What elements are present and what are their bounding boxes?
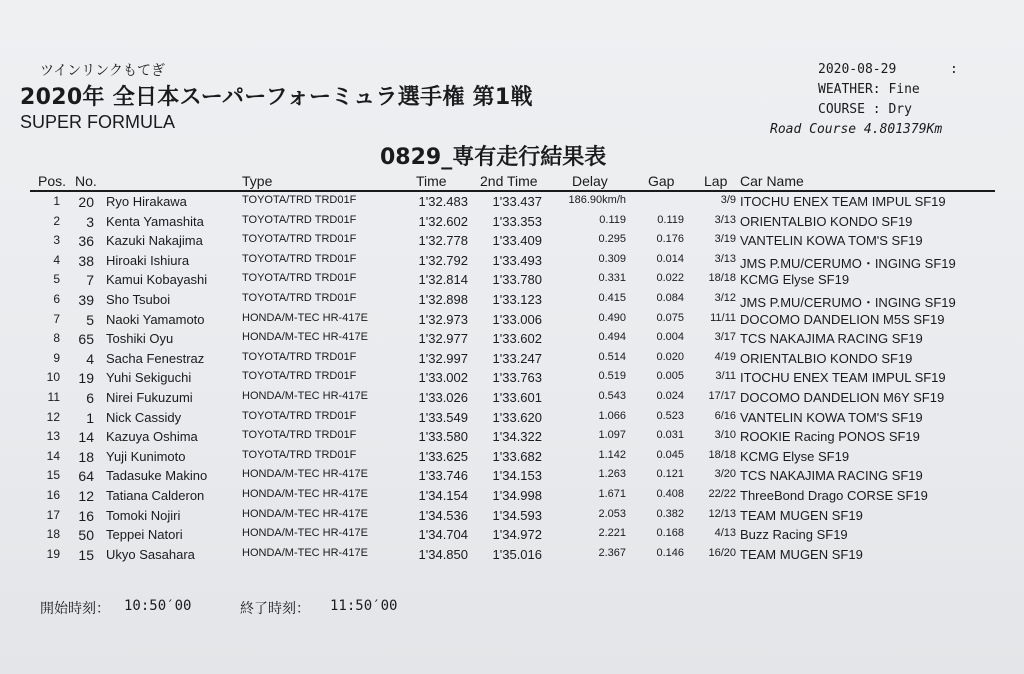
gap-value: 0.020 bbox=[656, 350, 684, 363]
second-time: 1'34.153 bbox=[492, 468, 542, 484]
delay-value: 2.053 bbox=[598, 507, 626, 520]
col-header-car-name: Car Name bbox=[740, 173, 804, 189]
delay-value: 2.221 bbox=[598, 527, 626, 540]
lap-value: 4/13 bbox=[714, 527, 736, 540]
gap-value: 0.031 bbox=[656, 429, 684, 442]
second-time: 1'34.593 bbox=[492, 507, 542, 523]
table-row bbox=[0, 547, 1024, 566]
col-header-no: No. bbox=[75, 173, 97, 189]
circuit-name: ツインリンクもてぎ bbox=[40, 63, 166, 79]
second-time: 1'34.972 bbox=[492, 527, 542, 543]
best-time: 1'34.704 bbox=[418, 527, 468, 543]
car-name: DOCOMO DANDELION M6Y SF19 bbox=[740, 390, 945, 405]
car-number: 12 bbox=[78, 488, 94, 504]
lap-value: 3/10 bbox=[714, 429, 736, 442]
row-pos: 5 bbox=[53, 272, 60, 287]
lap-value: 16/20 bbox=[708, 546, 736, 559]
driver-name: Tomoki Nojiri bbox=[106, 507, 181, 523]
driver-name: Kenta Yamashita bbox=[106, 213, 204, 229]
driver-name: Kamui Kobayashi bbox=[106, 272, 208, 288]
table-row bbox=[0, 449, 1024, 468]
second-time: 1'33.601 bbox=[492, 390, 542, 405]
car-name: DOCOMO DANDELION M5S SF19 bbox=[740, 311, 945, 327]
row-pos: 13 bbox=[46, 429, 60, 444]
lap-value: 3/9 bbox=[720, 194, 736, 206]
car-number: 38 bbox=[78, 252, 94, 269]
second-time: 1'33.763 bbox=[492, 370, 542, 386]
car-name: TEAM MUGEN SF19 bbox=[740, 546, 863, 562]
delay-value: 1.263 bbox=[598, 468, 626, 481]
gap-value: 0.382 bbox=[656, 507, 684, 520]
best-time: 1'33.625 bbox=[418, 448, 468, 464]
car-number: 16 bbox=[78, 507, 94, 524]
driver-name: Tadasuke Makino bbox=[106, 468, 208, 484]
delay-value: 0.119 bbox=[599, 213, 626, 226]
lap-value: 3/20 bbox=[714, 468, 736, 481]
car-number: 36 bbox=[78, 233, 94, 250]
second-time: 1'33.493 bbox=[492, 252, 542, 268]
gap-value: 0.075 bbox=[656, 311, 684, 324]
car-number: 65 bbox=[78, 331, 94, 348]
engine-type: HONDA/M-TEC HR-417E bbox=[242, 527, 368, 540]
gap-value: 0.014 bbox=[656, 252, 684, 265]
end-time-label: 終了時刻： bbox=[240, 601, 310, 617]
document-title: 0829_専有走行結果表 bbox=[380, 145, 607, 170]
engine-type: TOYOTA/TRD TRD01F bbox=[242, 429, 357, 442]
engine-type: TOYOTA/TRD TRD01F bbox=[242, 194, 357, 206]
lap-value: 3/17 bbox=[714, 331, 736, 344]
engine-type: TOYOTA/TRD TRD01F bbox=[242, 213, 357, 226]
driver-name: Naoki Yamamoto bbox=[106, 311, 205, 327]
row-pos: 12 bbox=[46, 409, 60, 424]
engine-type: TOYOTA/TRD TRD01F bbox=[242, 272, 357, 285]
session-date: 2020-08-29 bbox=[818, 62, 897, 77]
row-pos: 7 bbox=[53, 311, 60, 326]
second-time: 1'34.998 bbox=[492, 488, 542, 503]
driver-name: Hiroaki Ishiura bbox=[106, 252, 190, 268]
engine-type: TOYOTA/TRD TRD01F bbox=[242, 448, 357, 461]
second-time: 1'33.620 bbox=[492, 409, 542, 425]
lap-value: 18/18 bbox=[708, 272, 736, 285]
row-pos: 17 bbox=[46, 507, 60, 522]
gap-value: 0.146 bbox=[656, 546, 684, 559]
delay-value: 0.543 bbox=[598, 390, 626, 402]
end-time-value: 11:50′00 bbox=[330, 598, 398, 614]
weather-info: WEATHER: Fine bbox=[818, 82, 920, 97]
car-name: KCMG Elyse SF19 bbox=[740, 448, 850, 464]
second-time: 1'33.437 bbox=[492, 194, 542, 209]
delay-value: 0.415 bbox=[598, 292, 626, 304]
best-time: 1'32.792 bbox=[418, 252, 468, 268]
gap-value: 0.084 bbox=[656, 292, 684, 304]
second-time: 1'33.247 bbox=[492, 350, 542, 366]
lap-value: 11/11 bbox=[710, 311, 736, 324]
lap-value: 22/22 bbox=[708, 488, 736, 500]
lap-value: 6/16 bbox=[714, 409, 736, 422]
car-number: 19 bbox=[78, 370, 94, 387]
row-pos: 2 bbox=[53, 213, 60, 228]
car-number: 18 bbox=[78, 448, 94, 465]
car-name: JMS P.MU/CERUMO・INGING SF19 bbox=[740, 295, 956, 310]
second-time: 1'34.322 bbox=[492, 429, 542, 445]
delay-value: 0.494 bbox=[598, 331, 626, 344]
table-row bbox=[0, 292, 1024, 311]
table-row bbox=[0, 429, 1024, 448]
row-pos: 4 bbox=[53, 252, 60, 267]
car-name: KCMG Elyse SF19 bbox=[740, 272, 850, 288]
second-time: 1'33.353 bbox=[492, 213, 542, 229]
car-number: 7 bbox=[86, 272, 94, 289]
delay-value: 0.490 bbox=[598, 311, 626, 324]
col-header-type: Type bbox=[242, 173, 273, 189]
row-pos: 6 bbox=[53, 292, 60, 306]
table-row bbox=[0, 312, 1024, 331]
gap-value: 0.408 bbox=[656, 488, 684, 500]
car-name: Buzz Racing SF19 bbox=[740, 527, 848, 543]
delay-value: 0.519 bbox=[598, 370, 626, 383]
table-row bbox=[0, 253, 1024, 272]
best-time: 1'32.483 bbox=[418, 194, 468, 209]
delay-value: 1.671 bbox=[598, 488, 626, 500]
gap-value: 0.121 bbox=[656, 468, 684, 481]
col-header-gap: Gap bbox=[648, 173, 675, 189]
driver-name: Tatiana Calderon bbox=[106, 488, 205, 503]
car-number: 39 bbox=[78, 292, 94, 308]
delay-value: 2.367 bbox=[598, 546, 626, 559]
second-time: 1'33.409 bbox=[492, 233, 542, 249]
best-time: 1'33.746 bbox=[418, 468, 468, 484]
table-row bbox=[0, 272, 1024, 291]
row-pos: 8 bbox=[53, 331, 60, 346]
delay-value: 186.90km/h bbox=[568, 194, 626, 206]
row-pos: 11 bbox=[47, 390, 60, 404]
row-pos: 10 bbox=[46, 370, 60, 385]
car-name: ITOCHU ENEX TEAM IMPUL SF19 bbox=[740, 370, 946, 386]
lap-value: 3/11 bbox=[715, 370, 736, 383]
col-header-time: Time bbox=[416, 173, 447, 189]
gap-value: 0.024 bbox=[656, 390, 684, 402]
delay-value: 0.309 bbox=[598, 252, 626, 265]
delay-value: 1.066 bbox=[598, 409, 626, 422]
start-time-label: 開始時刻： bbox=[40, 601, 110, 617]
best-time: 1'33.580 bbox=[418, 429, 468, 445]
header-divider bbox=[30, 190, 995, 192]
car-name: VANTELIN KOWA TOM'S SF19 bbox=[740, 409, 923, 425]
driver-name: Ukyo Sasahara bbox=[106, 546, 195, 562]
table-row bbox=[0, 194, 1024, 213]
best-time: 1'32.814 bbox=[418, 272, 468, 288]
best-time: 1'32.997 bbox=[418, 350, 468, 366]
car-name: JMS P.MU/CERUMO・INGING SF19 bbox=[740, 255, 956, 271]
car-name: TEAM MUGEN SF19 bbox=[740, 507, 863, 523]
col-header-lap: Lap bbox=[704, 173, 728, 189]
col-header-2nd-time: 2nd Time bbox=[480, 173, 538, 189]
delay-value: 0.295 bbox=[598, 233, 626, 246]
delay-value: 1.142 bbox=[598, 448, 626, 461]
table-row bbox=[0, 214, 1024, 233]
lap-value: 12/13 bbox=[708, 507, 736, 520]
table-row bbox=[0, 527, 1024, 546]
second-time: 1'33.780 bbox=[492, 272, 542, 288]
best-time: 1'33.026 bbox=[418, 390, 468, 405]
car-number: 15 bbox=[78, 546, 94, 563]
best-time: 1'34.154 bbox=[418, 488, 468, 503]
gap-value: 0.176 bbox=[656, 233, 684, 246]
driver-name: Nick Cassidy bbox=[106, 409, 182, 425]
car-name: ORIENTALBIO KONDO SF19 bbox=[740, 350, 913, 366]
engine-type: HONDA/M-TEC HR-417E bbox=[242, 546, 368, 559]
engine-type: HONDA/M-TEC HR-417E bbox=[242, 507, 368, 520]
table-row bbox=[0, 233, 1024, 252]
second-time: 1'33.006 bbox=[492, 311, 542, 327]
col-header-delay: Delay bbox=[572, 173, 608, 189]
delay-value: 0.514 bbox=[598, 350, 626, 363]
gap-value: 0.045 bbox=[656, 448, 684, 461]
engine-type: TOYOTA/TRD TRD01F bbox=[242, 370, 357, 383]
engine-type: HONDA/M-TEC HR-417E bbox=[242, 331, 368, 344]
car-number: 1 bbox=[86, 409, 94, 426]
car-name: VANTELIN KOWA TOM'S SF19 bbox=[740, 233, 923, 249]
lap-value: 17/17 bbox=[708, 390, 736, 402]
delay-value: 1.097 bbox=[598, 429, 626, 442]
car-number: 20 bbox=[78, 194, 94, 210]
driver-name: Sho Tsuboi bbox=[106, 292, 171, 307]
best-time: 1'33.549 bbox=[418, 409, 468, 425]
row-pos: 14 bbox=[46, 448, 60, 463]
driver-name: Yuhi Sekiguchi bbox=[106, 370, 192, 386]
driver-name: Teppei Natori bbox=[106, 527, 183, 543]
row-pos: 16 bbox=[46, 488, 60, 502]
best-time: 1'34.536 bbox=[418, 507, 468, 523]
engine-type: TOYOTA/TRD TRD01F bbox=[242, 252, 357, 265]
driver-name: Sacha Fenestraz bbox=[106, 350, 205, 366]
second-time: 1'35.016 bbox=[492, 546, 542, 562]
car-number: 50 bbox=[78, 527, 94, 544]
best-time: 1'32.973 bbox=[418, 311, 468, 327]
car-name: TCS NAKAJIMA RACING SF19 bbox=[740, 468, 923, 484]
lap-value: 18/18 bbox=[708, 448, 736, 461]
table-row bbox=[0, 468, 1024, 487]
col-header-pos: Pos. bbox=[38, 173, 67, 189]
table-row bbox=[0, 488, 1024, 507]
car-name: ThreeBond Drago CORSE SF19 bbox=[740, 488, 928, 503]
second-time: 1'33.682 bbox=[492, 448, 542, 464]
lap-value: 3/13 bbox=[714, 213, 736, 226]
second-time: 1'33.602 bbox=[492, 331, 542, 347]
row-pos: 9 bbox=[53, 350, 60, 365]
table-row bbox=[0, 351, 1024, 370]
time-colon: : bbox=[950, 62, 958, 77]
car-number: 5 bbox=[86, 311, 94, 328]
engine-type: HONDA/M-TEC HR-417E bbox=[242, 488, 368, 500]
row-pos: 15 bbox=[46, 468, 60, 483]
best-time: 1'32.898 bbox=[418, 292, 468, 307]
best-time: 1'32.977 bbox=[418, 331, 468, 347]
car-number: 4 bbox=[86, 350, 94, 367]
table-row bbox=[0, 390, 1024, 409]
event-title: 2020年 全日本スーパーフォーミュラ選手権 第1戦 bbox=[20, 85, 533, 110]
gap-value: 0.022 bbox=[656, 272, 684, 285]
driver-name: Kazuki Nakajima bbox=[106, 233, 203, 249]
engine-type: TOYOTA/TRD TRD01F bbox=[242, 409, 357, 422]
delay-value: 0.331 bbox=[598, 272, 626, 285]
row-pos: 19 bbox=[46, 546, 60, 561]
engine-type: HONDA/M-TEC HR-417E bbox=[242, 468, 368, 481]
engine-type: TOYOTA/TRD TRD01F bbox=[242, 350, 357, 363]
car-name: ROOKIE Racing PONOS SF19 bbox=[740, 429, 920, 445]
best-time: 1'33.002 bbox=[418, 370, 468, 386]
driver-name: Kazuya Oshima bbox=[106, 429, 198, 445]
engine-type: TOYOTA/TRD TRD01F bbox=[242, 233, 357, 246]
gap-value: 0.005 bbox=[656, 370, 684, 383]
driver-name: Toshiki Oyu bbox=[106, 331, 174, 347]
car-name: ORIENTALBIO KONDO SF19 bbox=[740, 213, 913, 229]
start-time-value: 10:50′00 bbox=[124, 598, 192, 614]
gap-value: 0.168 bbox=[656, 527, 684, 540]
lap-value: 3/13 bbox=[714, 252, 736, 265]
table-row bbox=[0, 370, 1024, 389]
driver-name: Ryo Hirakawa bbox=[106, 194, 187, 209]
car-number: 3 bbox=[86, 213, 94, 230]
best-time: 1'32.602 bbox=[418, 213, 468, 229]
course-condition: COURSE : Dry bbox=[818, 102, 912, 117]
engine-type: HONDA/M-TEC HR-417E bbox=[242, 390, 368, 402]
table-row bbox=[0, 410, 1024, 429]
gap-value: 0.004 bbox=[656, 331, 684, 344]
engine-type: TOYOTA/TRD TRD01F bbox=[242, 292, 357, 304]
table-row bbox=[0, 331, 1024, 350]
road-course-length: Road Course 4.801379Km bbox=[770, 122, 943, 137]
series-name: SUPER FORMULA bbox=[20, 112, 176, 132]
driver-name: Nirei Fukuzumi bbox=[106, 390, 193, 405]
car-number: 64 bbox=[78, 468, 94, 485]
car-number: 6 bbox=[86, 390, 94, 406]
engine-type: HONDA/M-TEC HR-417E bbox=[242, 311, 368, 324]
lap-value: 3/12 bbox=[714, 292, 736, 304]
row-pos: 1 bbox=[53, 194, 60, 208]
car-name: TCS NAKAJIMA RACING SF19 bbox=[740, 331, 923, 347]
second-time: 1'33.123 bbox=[492, 292, 542, 307]
driver-name: Yuji Kunimoto bbox=[106, 448, 186, 464]
best-time: 1'32.778 bbox=[418, 233, 468, 249]
car-name: ITOCHU ENEX TEAM IMPUL SF19 bbox=[740, 194, 946, 209]
row-pos: 18 bbox=[46, 527, 60, 542]
lap-value: 4/19 bbox=[714, 350, 736, 363]
gap-value: 0.119 bbox=[657, 213, 684, 226]
table-row bbox=[0, 508, 1024, 527]
car-number: 14 bbox=[78, 429, 94, 446]
best-time: 1'34.850 bbox=[418, 546, 468, 562]
gap-value: 0.523 bbox=[656, 409, 684, 422]
lap-value: 3/19 bbox=[714, 233, 736, 246]
row-pos: 3 bbox=[53, 233, 60, 248]
